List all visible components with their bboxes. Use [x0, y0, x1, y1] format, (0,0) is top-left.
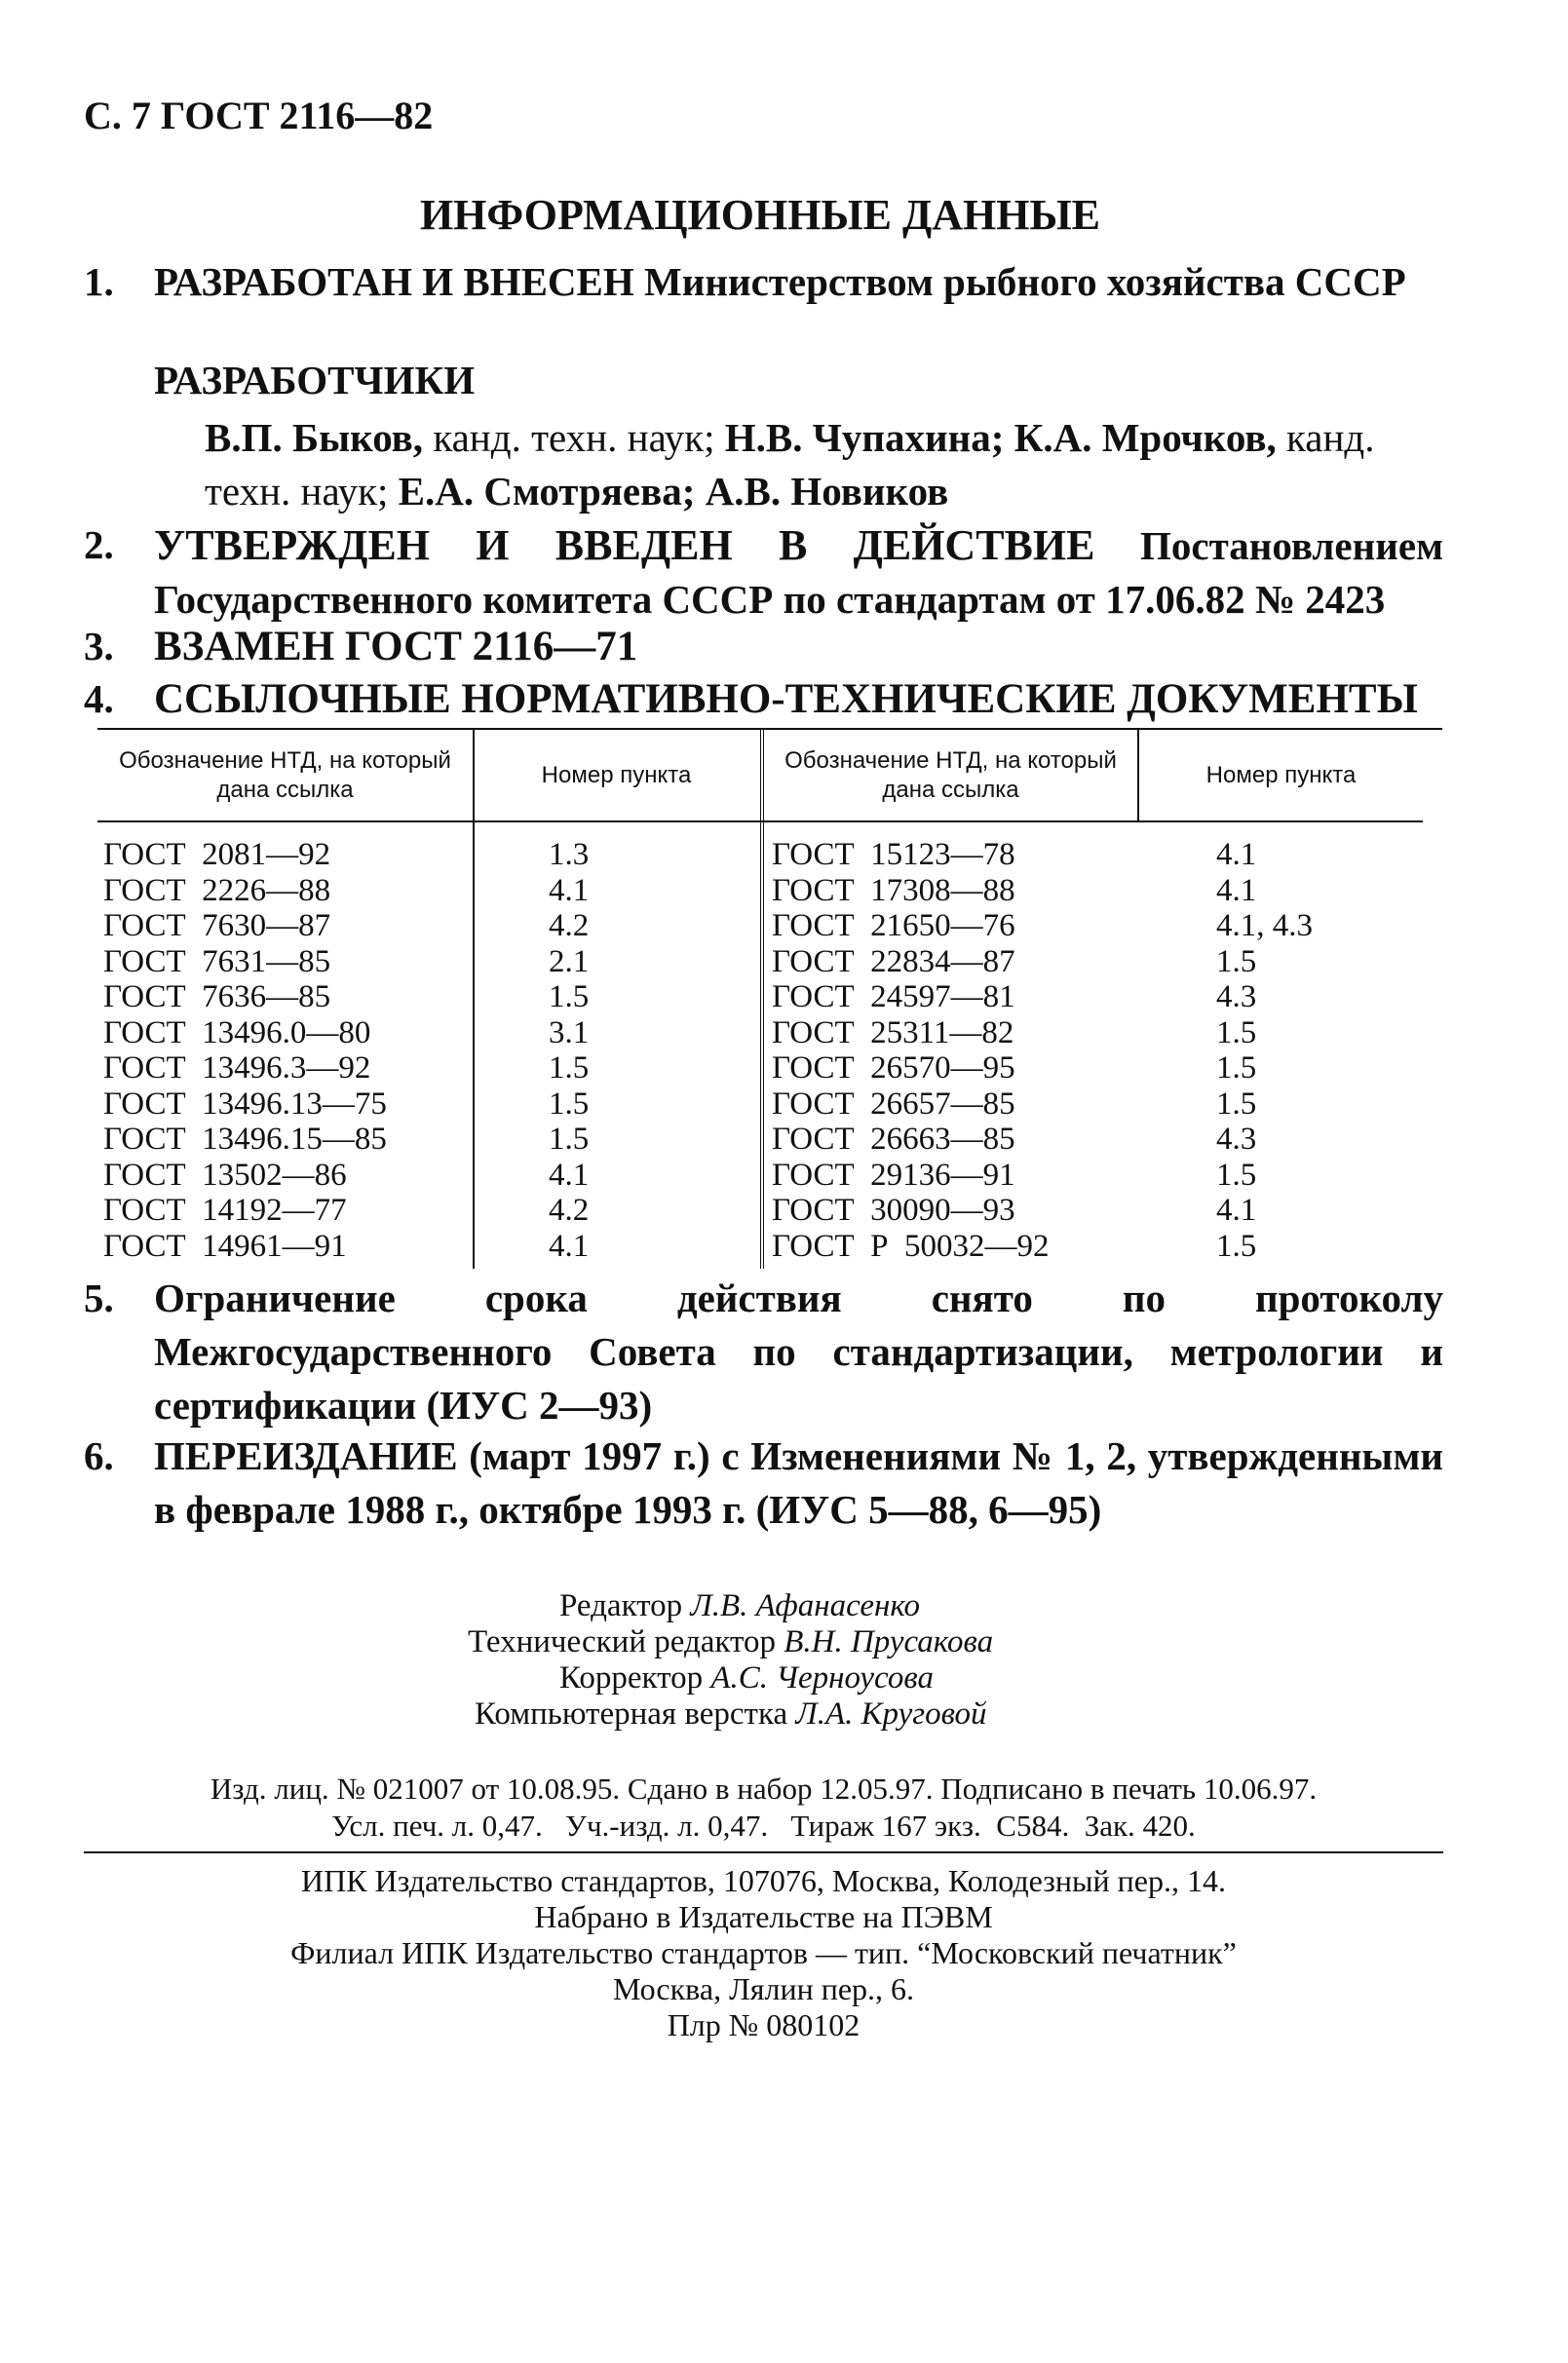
table-cell-point: 4.1	[1216, 837, 1257, 872]
table-header-point-right: Номер пункта	[1205, 762, 1357, 788]
credit-label: Редактор	[559, 1588, 683, 1623]
table-header-point-left: Номер пункта	[541, 762, 692, 788]
info-item-6	[84, 1429, 1443, 1537]
developer-name: В.П. Быков,	[205, 415, 424, 460]
item-heading: УТВЕРЖДЕН И ВВЕДЕН В ДЕЙСТВИЕ	[154, 521, 1095, 569]
table-cell-doc: ГОСТ 7636—85	[103, 979, 331, 1014]
table-cell-point: 1.3	[549, 837, 590, 872]
item-text: Ограничение срока действия снято по протоколу Межгосударственного Совета по стандартизации, метрологии и сертификации (ИУС 2—93)	[154, 1276, 1443, 1428]
table-header-doc-right: Обозначение НТД, на который дана ссылка	[784, 747, 1117, 803]
developer-name: Е.А. Смотряева;	[398, 469, 696, 514]
publication-line: Изд. лиц. № 021007 от 10.08.95. Сдано в набор 12.05.97. Подписано в печать 10.06.97.	[210, 1772, 1318, 1806]
printer-line: Плр № 080102	[667, 2007, 860, 2042]
divider	[84, 1851, 1443, 1853]
table-cell-point: 1.5	[549, 1086, 590, 1122]
info-item-1	[84, 255, 1443, 309]
page-title: ИНФОРМАЦИОННЫЕ ДАННЫЕ	[419, 191, 1101, 239]
info-item-4	[84, 672, 1443, 726]
table-cell-point: 1.5	[1216, 1157, 1257, 1193]
table-cell-doc: ГОСТ 2226—88	[103, 872, 331, 908]
developers-heading: РАЗРАБОТЧИКИ	[154, 358, 476, 402]
item-number: 1.	[84, 259, 114, 304]
left-point-column	[549, 837, 589, 1264]
table-cell-point: 4.1	[549, 1228, 590, 1264]
table-cell-point: 1.5	[1216, 1014, 1257, 1050]
item-heading: ПЕРЕИЗДАНИЕ	[154, 1433, 458, 1478]
table-cell-doc: ГОСТ 30090—93	[772, 1193, 1015, 1228]
table-cell-doc: ГОСТ 26663—85	[772, 1122, 1015, 1157]
info-item-2	[84, 518, 1443, 627]
publication-info	[84, 1771, 1443, 1845]
credit-person: А.С. Черноусова	[710, 1660, 934, 1696]
item-number: 2.	[84, 522, 114, 567]
table-cell-point: 1.5	[1216, 1228, 1257, 1264]
table-cell-point: 4.1	[1216, 1193, 1257, 1228]
table-cell-doc: ГОСТ 14961—91	[103, 1228, 347, 1264]
credit-label: Технический редактор	[468, 1624, 776, 1659]
table-cell-doc: ГОСТ 29136—91	[772, 1157, 1015, 1193]
item-number: 4.	[84, 676, 114, 721]
item-text: Министерством рыбного хозяйства СССР	[644, 259, 1406, 304]
printer-line: Филиал ИПК Издательство стандартов — тип. “Московский печатник”	[290, 1935, 1237, 1970]
credit-layout	[475, 1696, 987, 1733]
developer-name: Н.В. Чупахина;	[724, 415, 1005, 460]
item-number: 6.	[84, 1433, 114, 1478]
table-cell-point: 4.1, 4.3	[1216, 908, 1313, 943]
table-top-rule	[97, 728, 1442, 730]
credit-corrector	[559, 1660, 934, 1696]
printer-line: ИПК Издательство стандартов, 107076, Москва, Колодезный пер., 14.	[301, 1863, 1226, 1898]
table-cell-doc: ГОСТ 13496.13—75	[103, 1086, 387, 1122]
credit-person: Л.А. Круговой	[795, 1696, 987, 1732]
item-text: Постановлением Государственного комитета СССР по стандартам от 17.06.82 № 2423	[154, 523, 1444, 622]
left-doc-column	[103, 837, 387, 1264]
info-item-3	[84, 620, 1443, 673]
printer-info	[84, 1863, 1443, 2043]
table-cell-point: 1.5	[549, 1050, 590, 1086]
table-cell-point: 1.5	[549, 1122, 590, 1157]
table-cell-point: 3.1	[549, 1014, 590, 1050]
printer-line: Москва, Лялин пер., 6.	[612, 1971, 915, 2006]
item-number: 5.	[84, 1276, 114, 1320]
developer-degree: канд. техн. наук;	[433, 415, 715, 460]
table-cell-doc: ГОСТ 26570—95	[772, 1050, 1015, 1086]
item-heading: РАЗРАБОТАН И ВНЕСЕН	[154, 259, 634, 304]
table-cell-point: 1.5	[1216, 943, 1257, 979]
table-cell-point: 4.3	[1216, 1122, 1257, 1157]
credit-tech-editor	[468, 1624, 993, 1660]
table-cell-doc: ГОСТ 15123—78	[772, 837, 1015, 872]
credit-label: Корректор	[559, 1660, 704, 1696]
developer-name: К.А. Мрочков,	[1013, 415, 1277, 460]
developers-list	[205, 411, 1442, 518]
table-cell-doc: ГОСТ 21650—76	[772, 908, 1015, 943]
table-cell-doc: ГОСТ 22834—87	[772, 943, 1015, 979]
table-cell-point: 4.1	[549, 872, 590, 908]
table-cell-doc: ГОСТ 7630—87	[103, 908, 331, 943]
table-cell-point: 1.5	[549, 979, 590, 1014]
printer-line: Набрано в Издательстве на ПЭВМ	[534, 1899, 993, 1934]
table-cell-doc: ГОСТ 7631—85	[103, 943, 331, 979]
table-cell-doc: ГОСТ 2081—92	[103, 837, 331, 872]
item-text: ССЫЛОЧНЫЕ НОРМАТИВНО-ТЕХНИЧЕСКИЕ ДОКУМЕНТЫ	[154, 676, 1418, 722]
credit-label: Компьютерная верстка	[475, 1696, 788, 1732]
table-cell-doc: ГОСТ 17308—88	[772, 872, 1015, 908]
item-text: ВЗАМЕН ГОСТ 2116—71	[154, 624, 638, 669]
table-cell-doc: ГОСТ 13496.15—85	[103, 1122, 387, 1157]
table-cell-point: 4.2	[549, 1193, 590, 1228]
table-cell-doc: ГОСТ 24597—81	[772, 979, 1015, 1014]
table-cell-point: 4.3	[1216, 979, 1257, 1014]
developer-degree: канд. техн. наук;	[205, 415, 1375, 514]
table-header-doc-left: Обозначение НТД, на который дана ссылка	[119, 747, 451, 803]
publication-line: Усл. печ. л. 0,47. Уч.-изд. л. 0,47. Тираж 167 экз. С584. Зак. 420.	[331, 1809, 1196, 1843]
table-cell-point: 1.5	[1216, 1050, 1257, 1086]
table-cell-point: 4.1	[549, 1157, 590, 1193]
developer-name: А.В. Новиков	[705, 469, 949, 514]
info-item-5	[84, 1272, 1443, 1432]
table-cell-doc: ГОСТ 13496.0—80	[103, 1014, 371, 1050]
right-doc-column	[772, 837, 1050, 1264]
table-cell-doc: ГОСТ 25311—82	[772, 1014, 1014, 1050]
right-point-column	[1216, 837, 1313, 1264]
table-cell-point: 4.1	[1216, 872, 1257, 908]
table-cell-doc: ГОСТ 13502—86	[103, 1157, 347, 1193]
table-cell-doc: ГОСТ 13496.3—92	[103, 1050, 371, 1086]
item-number: 3.	[84, 624, 114, 668]
table-cell-point: 2.1	[549, 943, 590, 979]
credit-person: В.Н. Прусакова	[784, 1624, 994, 1659]
table-cell-point: 1.5	[1216, 1086, 1257, 1122]
credit-editor	[559, 1588, 920, 1624]
table-cell-doc: ГОСТ 14192—77	[103, 1193, 347, 1228]
table-cell-doc: ГОСТ 26657—85	[772, 1086, 1015, 1122]
item-text: (март 1997 г.) с Изменениями № 1, 2, утвержденными в феврале 1988 г., октябре 1993 г. (ИУС 5—88, 6—95)	[154, 1433, 1443, 1532]
credit-person: Л.В. Афанасенко	[690, 1588, 921, 1623]
table-cell-doc: ГОСТ Р 50032—92	[772, 1228, 1050, 1264]
table-cell-point: 4.2	[549, 908, 590, 943]
page-header: С. 7 ГОСТ 2116—82	[84, 94, 434, 137]
